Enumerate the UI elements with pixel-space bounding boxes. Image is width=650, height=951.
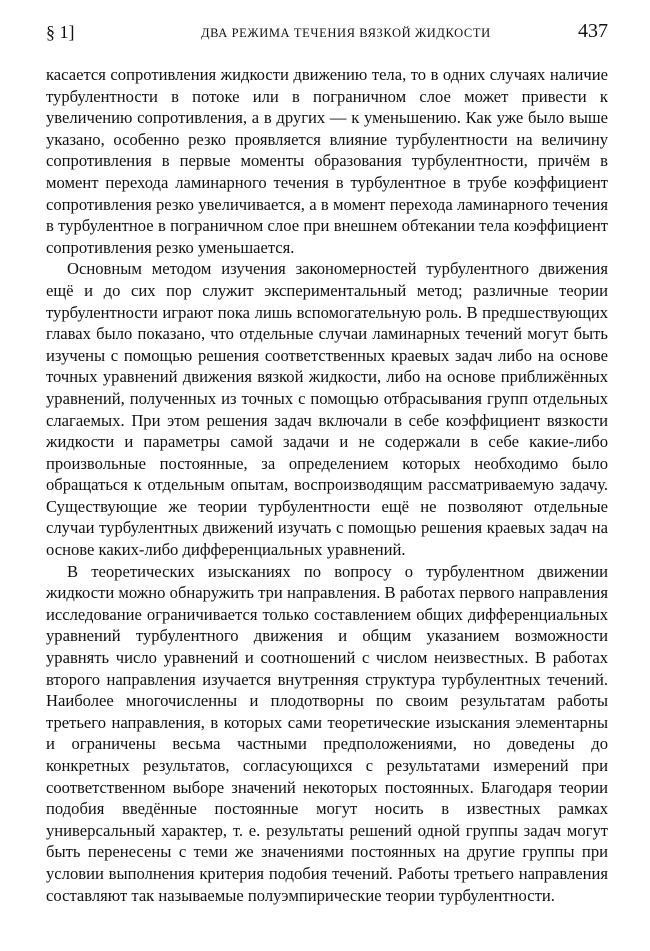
- section-marker: § 1]: [46, 22, 75, 42]
- paragraph: Основным методом изучения закономерностей турбулентного движения ещё и до сих пор служит экспериментальный метод; различные теории турбулентности играют пока лишь вспомогательную роль. В предшествующих главах было показано, что отдельные случаи ламинарных течений могут быть изучены с помощью решения соответственных краевых задач либо на основе точных уравнений движения вязкой жидкости, либо на основе приближённых уравнений, полученных из точных с помощью отбрасывания групп отдельных слагаемых. При этом решения задач включали в себе коэффициент вязкости жидкости и параметры самой задачи и не содержали в себе какие-либо произвольные постоянные, за определением которых необходимо было обращаться к отдельным опытам, воспроизводящим рассматриваемую задачу. Существующие же теории турбулентности ещё не позволяют отдельные случаи турбулентных движений изучать с помощью решения краевых задач на основе каких-либо дифференциальных уравнений.: [46, 259, 608, 560]
- page-number: 437: [578, 20, 608, 42]
- body-text: [46, 64, 608, 906]
- paragraph: В теоретических изысканиях по вопросу о турбулентном движении жидкости можно обнаружить три направления. В работах первого направления исследование ограничивается только составлением общих дифференциальных уравнений турбулентного движения и общим указанием возможности уравнять число уравнений и соотношений с числом неизвестных. В работах второго направления изучается внутренняя структура турбулентных течений. Наиболее многочисленны и плодотворны по своим результатам работы третьего направления, в которых сами теоретические изыскания элементарны и ограничены весьма частными предположениями, но доведены до конкретных результатов, согласующихся с результатами измерений при соответственном выборе значений некоторых постоянных. Благодаря теории подобия введённые постоянные могут носить в известных рамках универсальный характер, т. е. результаты решений одной группы задач могут быть перенесены с теми же значениями постоянных на другие группы при условии выполнения критерия подобия течений. Работы третьего направления составляют так называемые полуэмпирические теории турбулентности.: [46, 561, 608, 905]
- book-page: [46, 20, 608, 906]
- paragraph-continued: касается сопротивления жидкости движению тела, то в одних случаях наличие турбулентности в потоке или в пограничном слое может привести к увеличению сопротивления, а в других — к уменьшению. Как уже было выше указано, особенно резко проявляется влияние турбулентности на величину сопротивления в первые моменты образования турбулентности, причём в момент перехода ламинарного течения в турбулентное в трубе коэффициент сопротивления резко увеличивается, а в момент перехода ламинарного течения в турбулентное в пограничном слое при внешнем обтекании тела коэффициент сопротивления резко уменьшается.: [46, 65, 608, 257]
- chapter-title: ДВА РЕЖИМА ТЕЧЕНИЯ ВЯЗКОЙ ЖИДКОСТИ: [201, 26, 491, 40]
- running-head: [46, 20, 608, 50]
